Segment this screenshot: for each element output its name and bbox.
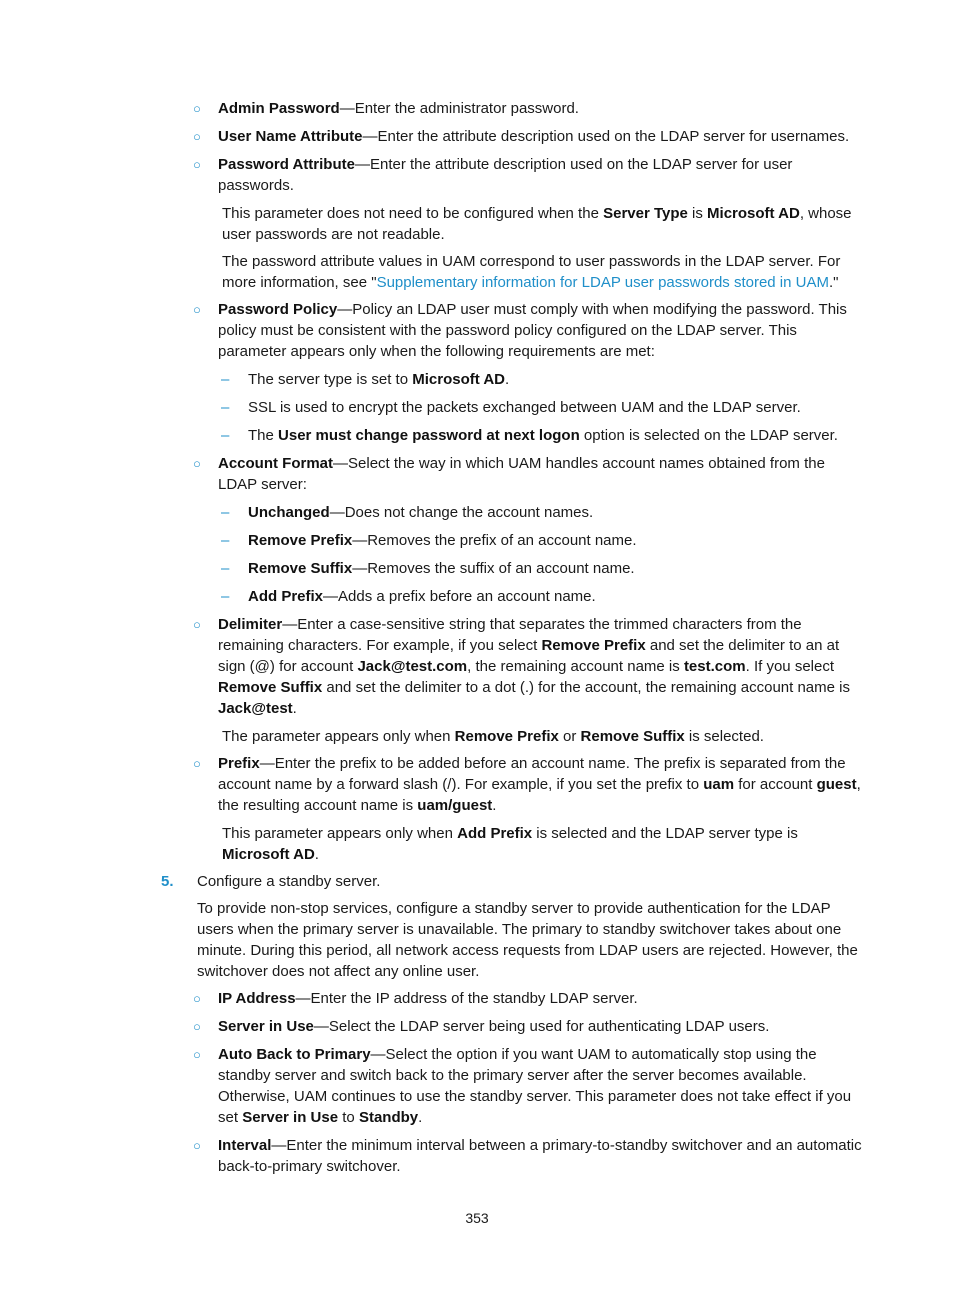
bullet-marker: ○ xyxy=(193,456,201,471)
dash-marker: – xyxy=(221,532,230,549)
sub-item-server-type: – The server type is set to Microsoft AD. xyxy=(221,371,510,388)
supplementary-info-link[interactable]: Supplementary information for LDAP user passwords stored in UAM xyxy=(376,274,829,291)
step-number: 5. xyxy=(161,873,174,890)
bullet-marker: ○ xyxy=(193,101,201,116)
bullet-marker: ○ xyxy=(193,1138,201,1153)
bullet-marker: ○ xyxy=(193,302,201,317)
bullet-marker: ○ xyxy=(193,617,201,632)
term: Admin Password xyxy=(218,100,340,117)
bullet-marker: ○ xyxy=(193,1019,201,1034)
sub-item-ssl: – SSL is used to encrypt the packets exchanged between UAM and the LDAP server. xyxy=(221,399,801,416)
list-item-account-format: ○ Account Format—Select the way in which UAM handles account names obtained from the LDAP server: xyxy=(193,455,825,493)
dash-marker: – xyxy=(221,588,230,605)
delimiter-note: The parameter appears only when Remove Prefix or Remove Suffix is selected. xyxy=(222,728,764,745)
bullet-marker: ○ xyxy=(193,756,201,771)
list-item-ip-address: ○ IP Address—Enter the IP address of the standby LDAP server. xyxy=(193,990,638,1007)
list-item-user-name-attribute: ○ User Name Attribute—Enter the attribute description used on the LDAP server for usernames. xyxy=(193,128,850,145)
dash-marker: – xyxy=(221,427,230,444)
sub-item-must-change-password: – The User must change password at next logon option is selected on the LDAP server. xyxy=(221,427,838,444)
bullet-marker: ○ xyxy=(193,129,201,144)
dash-marker: – xyxy=(221,399,230,416)
prefix-note: This parameter appears only when Add Prefix is selected and the LDAP server type is Microsoft AD. xyxy=(222,825,798,863)
sub-item-remove-prefix: – Remove Prefix—Removes the prefix of an account name. xyxy=(221,532,637,549)
bullet-marker: ○ xyxy=(193,991,201,1006)
dash-marker: – xyxy=(221,504,230,521)
step-5-description: To provide non-stop services, configure a standby server to provide authentication for the LDAP users when the primary server is unavailable. The primary to standby switchover takes about one minute. During this period, all network access requests from LDAP users are rejected. However, the switchover does not affect any online user. xyxy=(197,900,858,980)
step-5: 5. Configure a standby server. xyxy=(161,873,381,890)
password-attribute-note-1: This parameter does not need to be configured when the Server Type is Microsoft AD, whose user passwords are not readable. xyxy=(222,205,852,243)
list-item-password-policy: ○ Password Policy—Policy an LDAP user must comply with when modifying the password. This policy must be consistent with the password policy configured on the LDAP server. This parameter appears only when the following requirements are met: xyxy=(193,301,847,360)
dash-marker: – xyxy=(221,560,230,577)
list-item-auto-back-to-primary: ○ Auto Back to Primary—Select the option if you want UAM to automatically stop using the standby server and switch back to the primary server after the server becomes available. Otherwise, UAM continues to use the standby server. This parameter does not take effect if you set Server in Use to Standby. xyxy=(193,1046,852,1126)
list-item-delimiter: ○ Delimiter—Enter a case-sensitive string that separates the trimmed characters from the remaining characters. For example, if you select Remove Prefix and set the delimiter to an at sign (@) for account Jack@test.com, the remaining account name is test.com. If you select Remove Suffix and set the delimiter to a dot (.) for the account, the remaining account name is Jack@test. xyxy=(193,616,850,717)
list-item-interval: ○ Interval—Enter the minimum interval between a primary-to-standby switchover and an automatic back-to-primary switchover. xyxy=(193,1137,862,1175)
sub-item-remove-suffix: – Remove Suffix—Removes the suffix of an account name. xyxy=(221,560,635,577)
password-attribute-note-2: The password attribute values in UAM correspond to user passwords in the LDAP server. For more information, see "Supplementary information for LDAP user passwords stored in UAM." xyxy=(222,253,841,291)
list-item-admin-password: ○ Admin Password—Enter the administrator password. xyxy=(193,100,579,117)
list-item-prefix: ○ Prefix—Enter the prefix to be added before an account name. The prefix is separated from the account name by a forward slash (/). For example, if you set the prefix to uam for account guest, the resulting account name is uam/guest. xyxy=(193,755,861,814)
sub-item-add-prefix: – Add Prefix—Adds a prefix before an account name. xyxy=(221,588,596,605)
dash-marker: – xyxy=(221,371,230,388)
sub-item-unchanged: – Unchanged—Does not change the account names. xyxy=(221,504,594,521)
bullet-marker: ○ xyxy=(193,157,201,172)
bullet-marker: ○ xyxy=(193,1047,201,1062)
list-item-password-attribute: ○ Password Attribute—Enter the attribute description used on the LDAP server for user passwords. xyxy=(193,156,793,194)
list-item-server-in-use: ○ Server in Use—Select the LDAP server being used for authenticating LDAP users. xyxy=(193,1018,770,1035)
page-number: 353 xyxy=(465,1210,489,1226)
document-body xyxy=(0,98,954,1184)
